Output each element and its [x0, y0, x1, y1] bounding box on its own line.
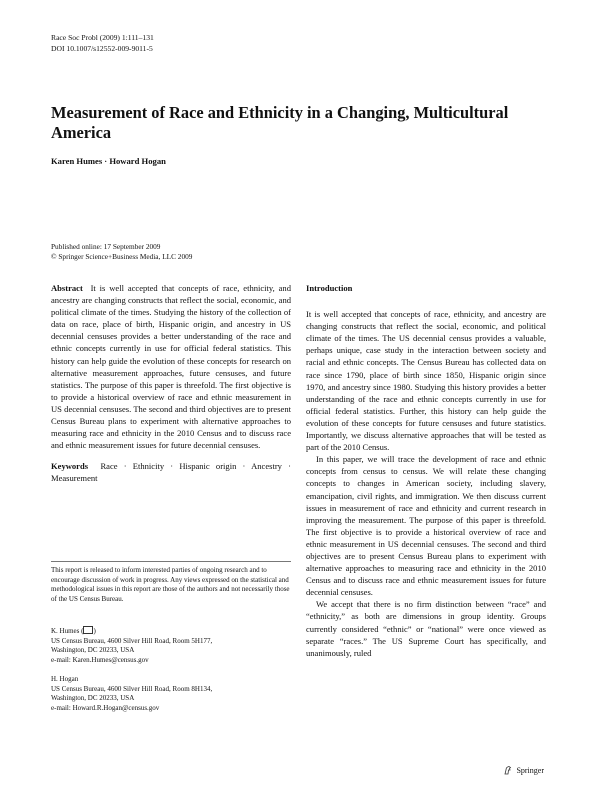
- intro-paragraph-2: In this paper, we will trace the development of race and ethnic concepts from census to census. We will relate these changing concepts to changes in American society, including slavery, emancipation, civil rights, and immigration. We then discuss current issues in measurement of race and ethnicity and current research in improving the measurement. The purpose of this paper is threefold. The first objective is to provide a historical overview of race and ethnic measurement in US decennial censuses. The second and third objectives are to present Census Bureau plans to experiment with alternative approaches to measuring race and ethnicity in the 2010 Census and to discuss race and ethnic measurement issues for future decennial censuses.: [306, 454, 546, 598]
- paper-title: Measurement of Race and Ethnicity in a Changing, Multicultural America: [51, 103, 509, 142]
- doi: DOI 10.1007/s12552-009-9011-5: [51, 43, 153, 53]
- publisher-footer: [503, 765, 544, 775]
- envelope-icon: [83, 626, 93, 634]
- copyright-notice: © Springer Science+Business Media, LLC 2009: [51, 252, 193, 261]
- author-list: Karen Humes · Howard Hogan: [51, 156, 166, 166]
- author2-email[interactable]: e-mail: Howard.R.Hogan@census.gov: [51, 704, 160, 713]
- author2-name: H. Hogan: [51, 675, 79, 683]
- keywords-text: Race · Ethnicity · Hispanic origin · Ancestry · Measurement: [51, 461, 291, 484]
- author1-address-line2: Washington, DC 20233, USA: [51, 646, 135, 655]
- publisher-name: Springer: [516, 765, 544, 775]
- intro-paragraph-3: We accept that there is no firm distinction between “race” and “ethnicity,” as both are dimensions in group identity. Groups currently considered “ethnic” or “national” were once viewed as separate “races.” The US Supreme Court has specifically, and unanimously, ruled: [306, 599, 546, 658]
- left-column: [51, 282, 291, 485]
- publication-info: [51, 242, 192, 262]
- abstract-text: It is well accepted that concepts of race, ethnicity, and ancestry are changing constructs that reflect the social, economic, and political climate of the times. Studying the history of the collection of data on race, place of birth, Hispanic origin, and ancestry in US decennial censuses provides a better understanding of the race and ethnic concepts currently in use for official federal statistics. This history can help guide the evolution of these concepts for research on alternative measurement approaches, future censuses, and future statistics. The purpose of this paper is threefold. The first objective is to provide a historical overview of race and ethnic measurement in US decennial censuses. The second and third objectives are to present Census Bureau plans to experiment with alternative approaches to measuring race and ethnicity in the 2010 Census and to discuss race and ethnic measurement issues for future decennial censuses.: [51, 283, 291, 451]
- intro-paragraph-1: It is well accepted that concepts of race, ethnicity, and ancestry are changing constructs that reflect the social, economic, and political climate of the times. The US decennial census provides a valuable, perhaps unique, case study in the interaction between society and racial and ethnic concepts. The Census Bureau has collected data on race since 1790, place of birth since 1850, Hispanic origin since 1970, and ancestry since 1980. Studying this history provides a better understanding of the race and ethnic concepts currently in use for official federal statistics. Further, this history can help guide the evolution of these concepts for future censuses and future statistics. Importantly, we discuss alternative approaches that will be tested as part of the 2010 Census.: [306, 309, 546, 453]
- introduction-body: [306, 308, 546, 659]
- author-affiliation-hogan: [51, 675, 212, 714]
- author1-email[interactable]: e-mail: Karen.Humes@census.gov: [51, 656, 149, 665]
- published-online-date: Published online: 17 September 2009: [51, 242, 161, 251]
- journal-citation: Race Soc Probl (2009) 1:111–131: [51, 33, 154, 42]
- abstract: [51, 282, 291, 451]
- author1-address-line1: US Census Bureau, 4600 Silver Hill Road, Room 5H177,: [51, 636, 213, 645]
- keywords-label: Keywords: [51, 461, 89, 472]
- author-affiliation-humes: K. Humes ( ) US Census Bureau, 4600 Silver Hill Road, Room 5H177, Washington, DC 20233, USA e-mail: Karen.Humes@census.gov: [51, 627, 213, 665]
- right-column: [306, 282, 546, 659]
- disclaimer-note: This report is released to inform interested parties of ongoing research and to encourage discussion of work in progress. Any views expressed on the statistical and methodological issues in this report are those of the authors and not necessarily those of the US Census Bureau.: [51, 566, 290, 604]
- footnote-divider: [51, 561, 291, 562]
- springer-logo-icon: [503, 765, 513, 775]
- introduction-heading: Introduction: [306, 283, 353, 293]
- author1-name: K. Humes: [51, 627, 80, 635]
- keywords: [51, 460, 291, 484]
- author2-address-line1: US Census Bureau, 4600 Silver Hill Road, Room 8H134,: [51, 684, 213, 693]
- author2-address-line2: Washington, DC 20233, USA: [51, 694, 135, 703]
- abstract-label: Abstract: [51, 283, 83, 293]
- running-header: [51, 33, 154, 54]
